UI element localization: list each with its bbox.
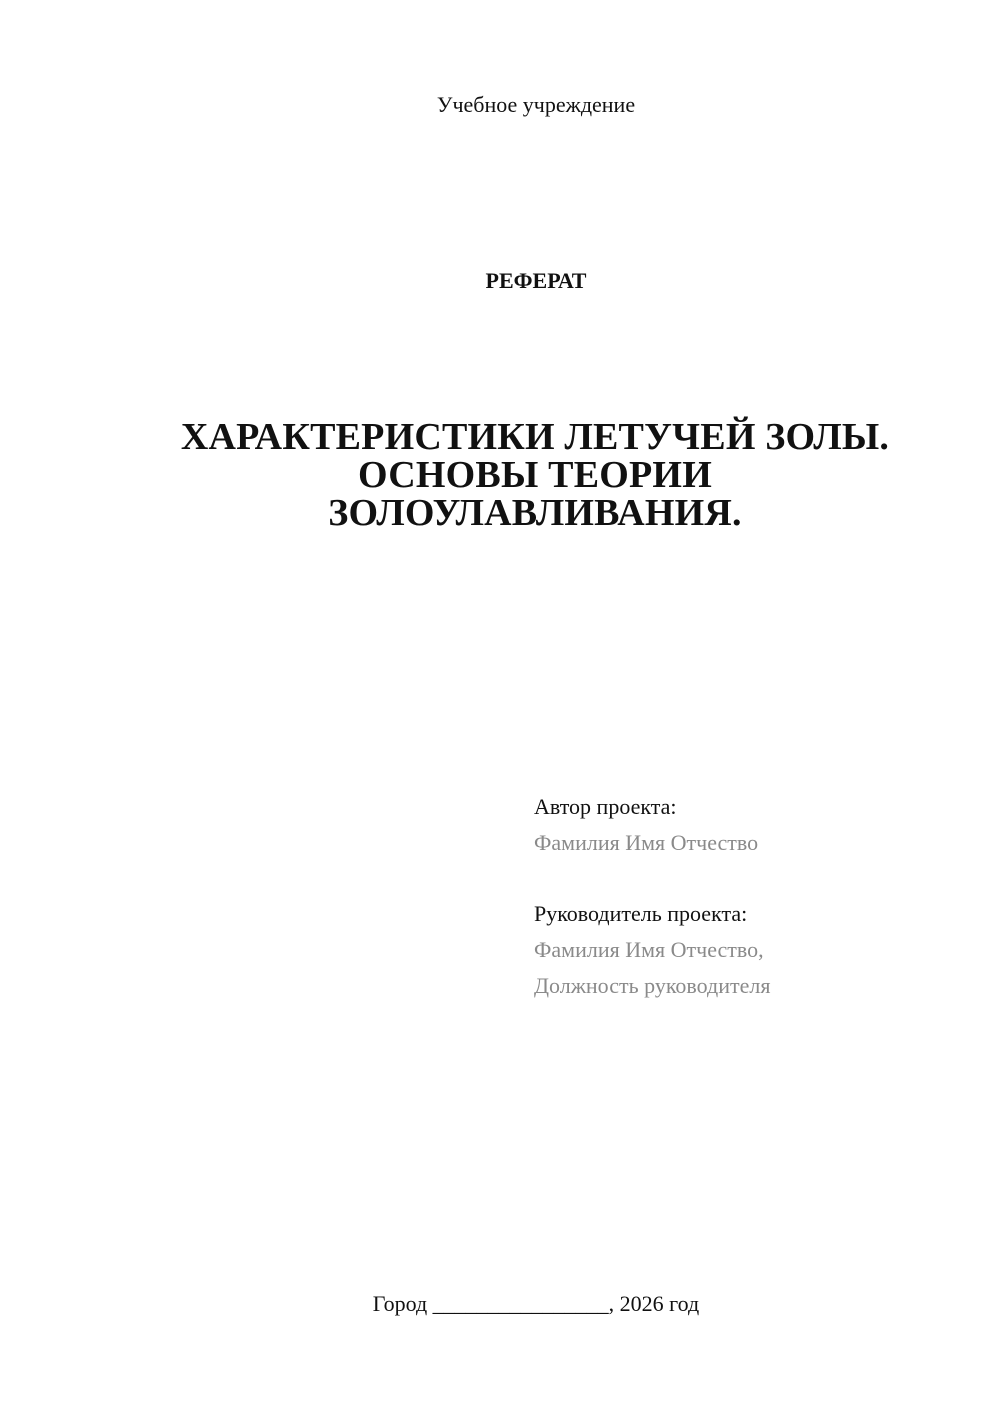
- main-title-line-2: ОСНОВЫ ТЕОРИИ: [358, 454, 712, 496]
- footer-city-year: Город ________________, 2026 год: [372, 1291, 700, 1316]
- supervisor-name: Фамилия Имя Отчество,: [534, 937, 764, 962]
- supervisor-label: Руководитель проекта:: [534, 901, 748, 926]
- institution-name: Учебное учреждение: [436, 92, 636, 117]
- document-type: РЕФЕРАТ: [485, 268, 587, 293]
- main-title: [130, 418, 940, 532]
- credits-block: [534, 789, 974, 1004]
- main-title-line-1: ХАРАКТЕРИСТИКИ ЛЕТУЧЕЙ ЗОЛЫ.: [180, 416, 890, 458]
- credits-spacer: [534, 861, 974, 896]
- author-name: Фамилия Имя Отчество: [534, 830, 759, 855]
- author-label: Автор проекта:: [534, 794, 677, 819]
- supervisor-position: Должность руководителя: [534, 973, 771, 998]
- main-title-line-3: ЗОЛОУЛАВЛИВАНИЯ.: [328, 492, 742, 534]
